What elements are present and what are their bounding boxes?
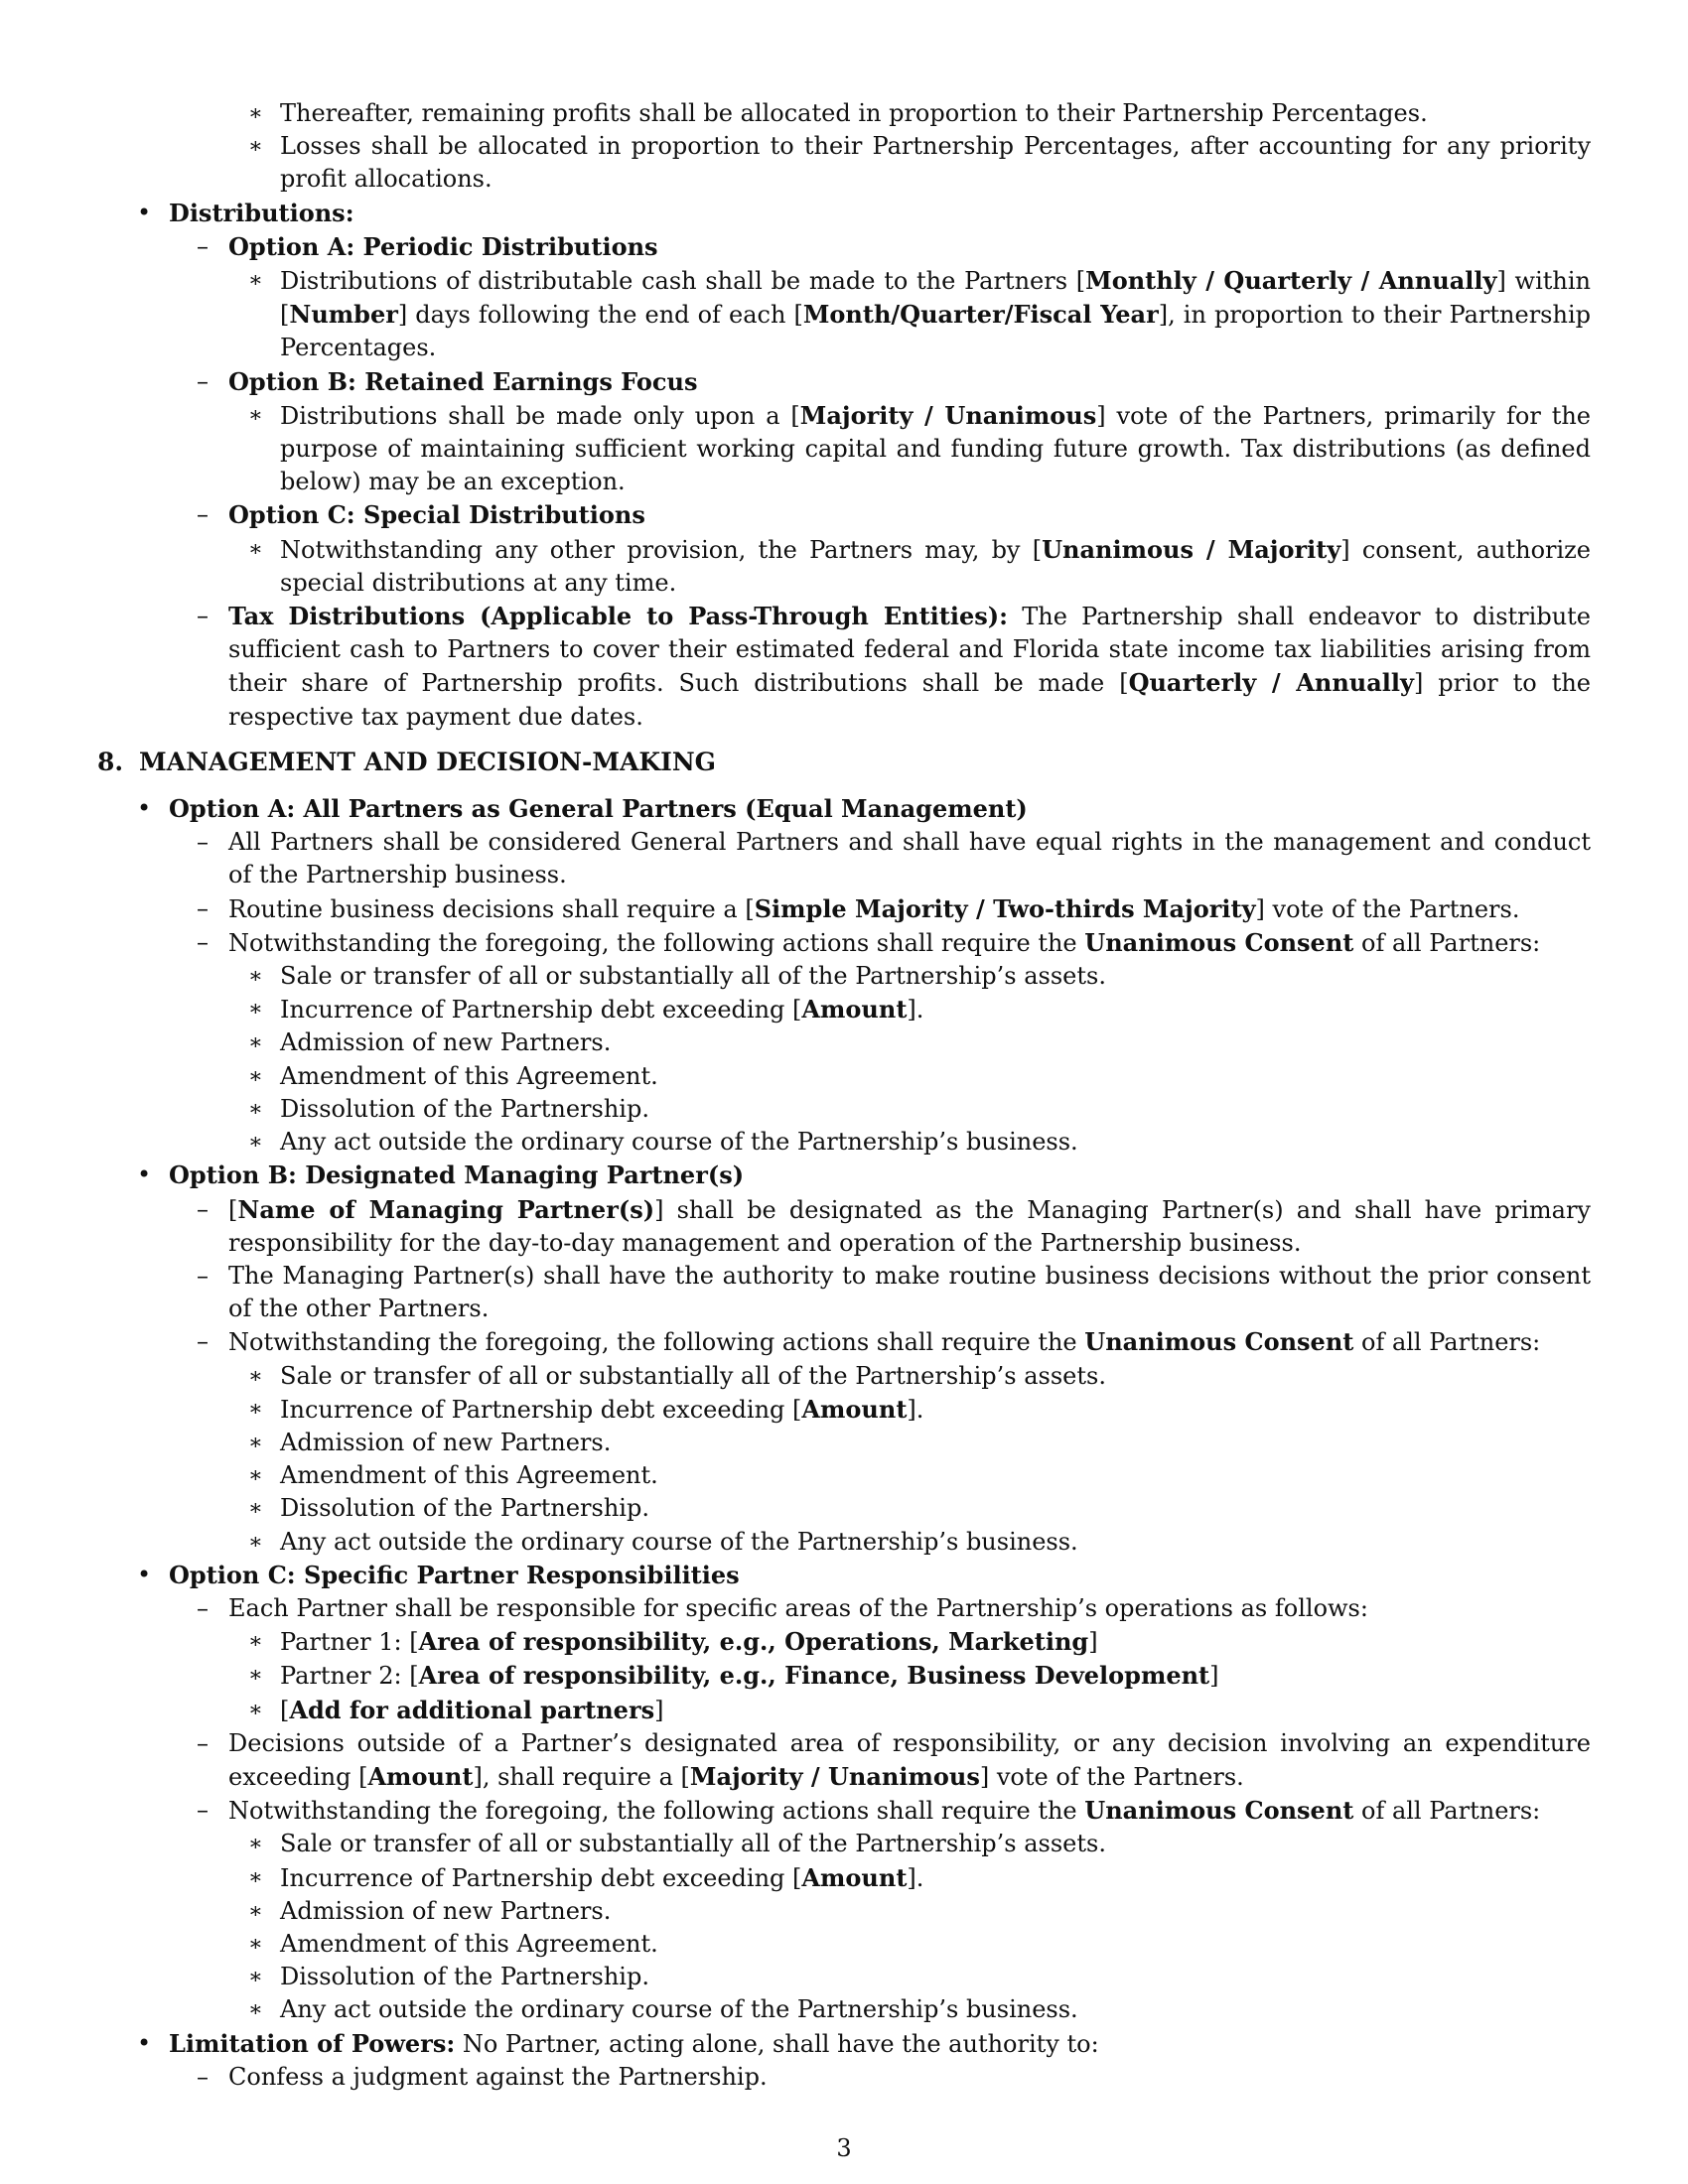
- document-body: [97, 97, 1591, 2094]
- list-item: ∗ Incurrence of Partnership debt exceeding [Amount].: [248, 1862, 924, 1892]
- distribution-option-b-title: – Option B: Retained Earnings Focus: [197, 366, 698, 396]
- list-item: – Confess a judgment against the Partnership.: [197, 2062, 768, 2091]
- unanimous-consent-intro: – Notwithstanding the foregoing, the following actions shall require the Unanimous Consent of all Partners:: [197, 1327, 1541, 1357]
- list-item: ∗ Dissolution of the Partnership.: [248, 1094, 649, 1123]
- list-item: ∗ [Add for additional partners]: [248, 1695, 664, 1724]
- section-heading: 8. MANAGEMENT AND DECISION-MAKING: [97, 747, 717, 776]
- management-option-c-title: • Option C: Specific Partner Responsibilities: [137, 1560, 740, 1589]
- distributions-heading: • Distributions:: [137, 198, 354, 227]
- list-item: ∗ Incurrence of Partnership debt exceeding [Amount].: [248, 1394, 924, 1424]
- list-item: ∗ Losses shall be allocated in proportion to their Partnership Percentages, after accounting for any priority profit allocations.: [248, 132, 1591, 194]
- distribution-option-a-text: ∗ Distributions of distributable cash shall be made to the Partners [Monthly / Quarterly / Annually] within [Number] days following the end of each [Month/Quarter/Fiscal Year], in proportion to their Partnership Percentages.: [248, 266, 1592, 362]
- list-item: ∗ Amendment of this Agreement.: [248, 1929, 658, 1958]
- list-item: ∗ Dissolution of the Partnership.: [248, 1963, 649, 1991]
- management-option-b-title: • Option B: Designated Managing Partner(s): [137, 1160, 745, 1190]
- list-item: – [Name of Managing Partner(s)] shall be designated as the Managing Partner(s) and shall have primary responsibility for the day-to-day management and operation of the Partnership business.: [197, 1194, 1591, 1257]
- unanimous-consent-intro: – Notwithstanding the foregoing, the following actions shall require the Unanimous Consent of all Partners:: [197, 927, 1541, 957]
- page-number: 3: [836, 2134, 852, 2162]
- distribution-option-a-title: – Option A: Periodic Distributions: [197, 231, 658, 261]
- list-item: – Routine business decisions shall require a [Simple Majority / Two-thirds Majority] vote of the Partners.: [197, 893, 1520, 923]
- list-item: ∗ Partner 2: [Area of responsibility, e.g., Finance, Business Development]: [248, 1661, 1219, 1691]
- list-item: ∗ Partner 1: [Area of responsibility, e.g., Operations, Marketing]: [248, 1627, 1098, 1657]
- list-item: ∗ Sale or transfer of all or substantially all of the Partnership’s assets.: [248, 1361, 1106, 1390]
- distribution-option-c-title: – Option C: Special Distributions: [197, 500, 645, 530]
- list-item: – All Partners shall be considered General Partners and shall have equal rights in the management and conduct of the Partnership business.: [197, 828, 1591, 889]
- list-item: – Each Partner shall be responsible for specific areas of the Partnership’s operations as follows:: [197, 1593, 1368, 1622]
- list-item: – The Managing Partner(s) shall have the authority to make routine business decisions without the prior consent of the other Partners.: [197, 1261, 1591, 1323]
- list-item: ∗ Admission of new Partners.: [248, 1896, 612, 1925]
- list-item: ∗ Any act outside the ordinary course of the Partnership’s business.: [248, 1527, 1078, 1556]
- limitation-of-powers: • Limitation of Powers: No Partner, acting alone, shall have the authority to:: [137, 2028, 1099, 2058]
- tax-distributions: – Tax Distributions (Applicable to Pass-Through Entities): The Partnership shall endeavor to distribute sufficient cash to Partners to cover their estimated federal and Florida state income tax liabilities arising from their share of Partnership profits. Such distributions shall be made [Quarterly / Annually] prior to the respective tax payment due dates.: [197, 602, 1591, 731]
- unanimous-consent-intro: – Notwithstanding the foregoing, the following actions shall require the Unanimous Consent of all Partners:: [197, 1796, 1541, 1826]
- list-item: – Decisions outside of a Partner’s designated area of responsibility, or any decision involving an expenditure exceeding [Amount], shall require a [Majority / Unanimous] vote of the Partners.: [197, 1728, 1591, 1791]
- list-item: ∗ Amendment of this Agreement.: [248, 1061, 658, 1090]
- list-item: ∗ Thereafter, remaining profits shall be allocated in proportion to their Partnership Percentages.: [248, 99, 1428, 127]
- management-option-a-title: • Option A: All Partners as General Partners (Equal Management): [137, 794, 1028, 824]
- distribution-option-c-text: ∗ Notwithstanding any other provision, the Partners may, by [Unanimous / Majority] consent, authorize special distributions at any time.: [248, 534, 1592, 597]
- list-item: ∗ Dissolution of the Partnership.: [248, 1494, 649, 1523]
- list-item: ∗ Any act outside the ordinary course of the Partnership’s business.: [248, 1995, 1078, 2024]
- list-item: ∗ Sale or transfer of all or substantially all of the Partnership’s assets.: [248, 962, 1106, 991]
- list-item: ∗ Any act outside the ordinary course of the Partnership’s business.: [248, 1128, 1078, 1157]
- list-item: ∗ Amendment of this Agreement.: [248, 1461, 658, 1490]
- list-item: ∗ Incurrence of Partnership debt exceeding [Amount].: [248, 995, 924, 1024]
- list-item: ∗ Admission of new Partners.: [248, 1028, 612, 1057]
- list-item: ∗ Sale or transfer of all or substantially all of the Partnership’s assets.: [248, 1830, 1106, 1858]
- list-item: ∗ Admission of new Partners.: [248, 1428, 612, 1456]
- distribution-option-b-text: ∗ Distributions shall be made only upon a [Majority / Unanimous] vote of the Partners, primarily for the purpose of maintaining sufficient working capital and funding future growth. Tax distributions (as defined below) may be an exception.: [248, 400, 1591, 496]
